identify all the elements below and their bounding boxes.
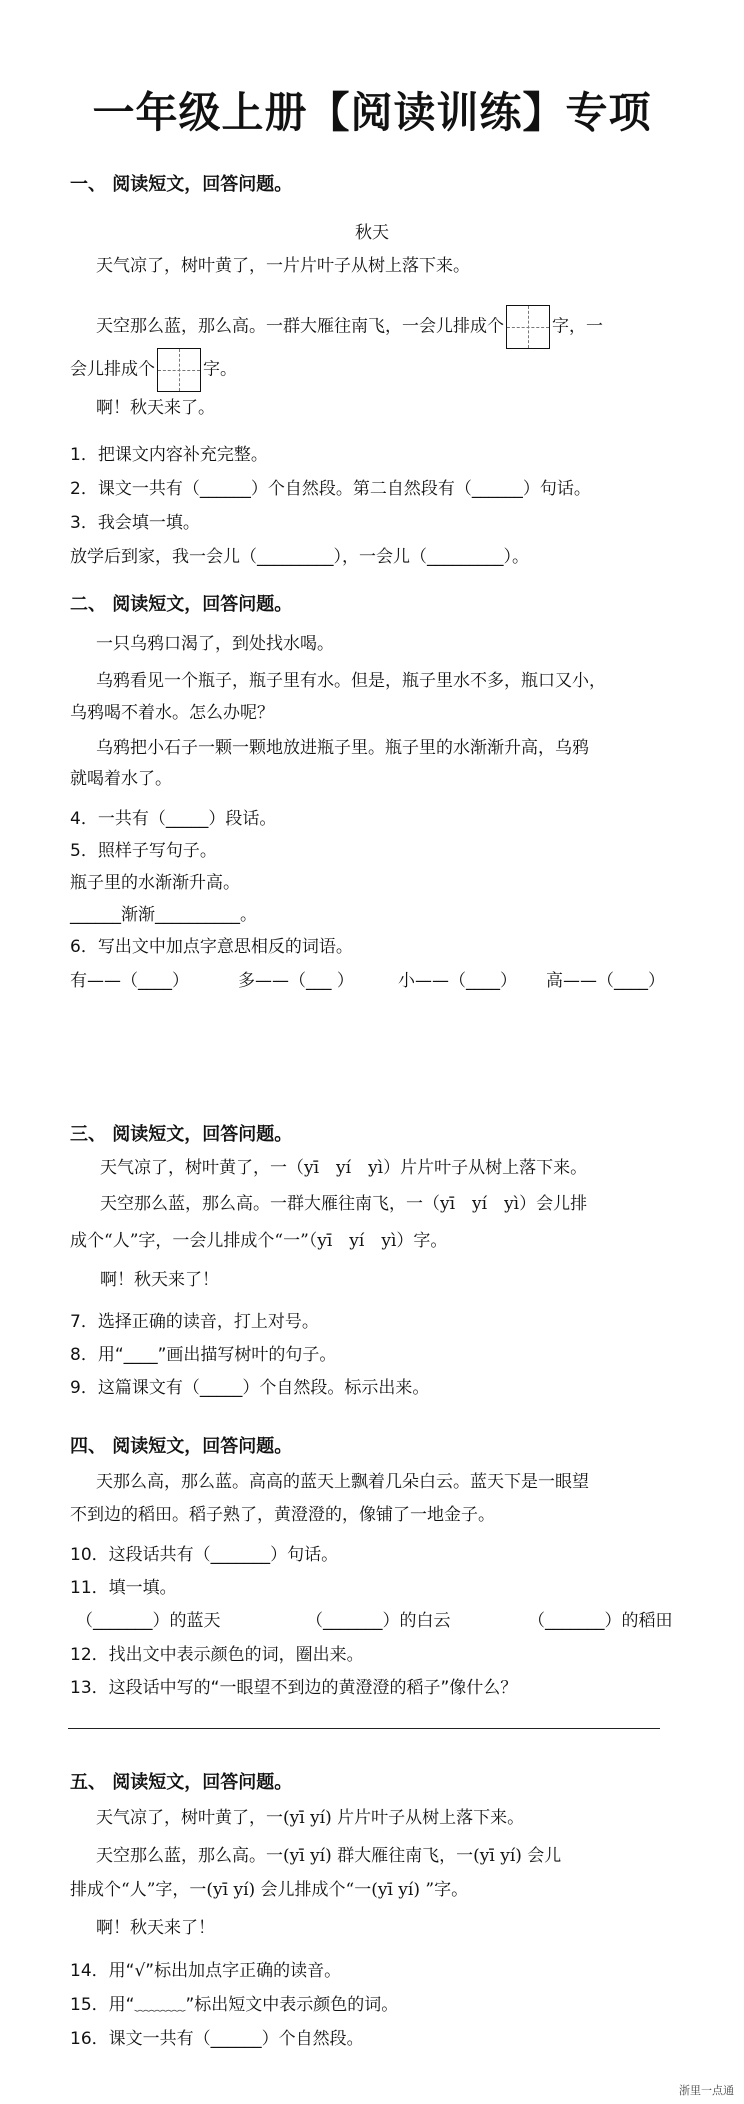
question-16: 16．课文一共有（______）个自然段。 <box>70 2029 364 2049</box>
s1-paragraph-1: 天气凉了，树叶黄了，一片片叶子从树上落下来。 <box>96 256 470 276</box>
tian-grid-box <box>506 305 550 349</box>
s3-paragraph-2b: 成个“人”字，一会儿排成个“一”（yī yí yì）字。 <box>70 1231 448 1251</box>
question-6: 6．写出文中加点字意思相反的词语。 <box>70 937 353 957</box>
s1-p2a-text: 天空那么蓝，那么高。一群大雁往南飞，一会儿排成个 <box>96 316 504 337</box>
question-10: 10．这段话共有（_______）句话。 <box>70 1545 339 1565</box>
question-11: 11．填一填。 <box>70 1578 177 1598</box>
s4-paragraph-1a: 天那么高，那么蓝。高高的蓝天上飘着几朵白云。蓝天下是一眼望 <box>96 1472 589 1492</box>
s2-paragraph-2a: 乌鸦看见一个瓶子，瓶子里有水。但是，瓶子里水不多，瓶口又小， <box>96 671 606 691</box>
s5-paragraph-2b: 排成个“人”字，一(yī yí) 会儿排成个“一(yī yí) ”字。 <box>70 1880 469 1900</box>
question-1: 1．把课文内容补充完整。 <box>70 445 268 465</box>
question-14: 14．用“√”标出加点字正确的读音。 <box>70 1961 342 1981</box>
question-3-fill: 放学后到家，我一会儿（_________），一会儿（_________）。 <box>70 547 529 567</box>
question-4: 4．一共有（_____）段话。 <box>70 809 277 829</box>
s5-paragraph-2a: 天空那么蓝，那么高。一(yī yí) 群大雁往南飞，一(yī yí) 会儿 <box>96 1846 562 1866</box>
section-5-heading: 五、 阅读短文，回答问题。 <box>70 1772 293 1793</box>
section-1-heading: 一、 阅读短文，回答问题。 <box>70 174 293 195</box>
s2-paragraph-3a: 乌鸦把小石子一颗一颗地放进瓶子里。瓶子里的水渐渐升高，乌鸦 <box>96 738 589 758</box>
question-7: 7．选择正确的读音，打上对号。 <box>70 1312 319 1332</box>
s1-paragraph-2b <box>70 348 237 392</box>
s3-paragraph-2a: 天空那么蓝，那么高。一群大雁往南飞，一（yī yí yì）会儿排 <box>100 1194 588 1214</box>
s3-paragraph-3: 啊！秋天来了！ <box>100 1270 219 1290</box>
s5-paragraph-1: 天气凉了，树叶黄了，一(yī yí) 片片叶子从树上落下来。 <box>96 1808 525 1828</box>
s3-paragraph-1: 天气凉了，树叶黄了，一（yī yí yì）片片叶子从树上落下来。 <box>100 1158 588 1178</box>
question-5-fill: ______渐渐__________。 <box>70 905 257 925</box>
section-2-heading: 二、 阅读短文，回答问题。 <box>70 594 293 615</box>
s1-p2b-text: 字，一 <box>552 316 603 337</box>
question-11-c: （_______）的稻田 <box>528 1611 673 1631</box>
question-6-a: 有——（____） <box>70 971 189 991</box>
question-11-a: （_______）的蓝天 <box>76 1611 221 1631</box>
page-title: 一年级上册【阅读训练】专项 <box>92 88 652 137</box>
s1-paragraph-3: 啊！秋天来了。 <box>96 398 215 418</box>
tian-grid-box <box>157 348 201 392</box>
question-3: 3．我会填一填。 <box>70 513 200 533</box>
s4-paragraph-1b: 不到边的稻田。稻子熟了，黄澄澄的，像铺了一地金子。 <box>70 1505 495 1525</box>
question-6-c: 小——（____） <box>398 971 517 991</box>
footer-watermark: 浙里一点通 <box>679 2084 734 2097</box>
question-5-example: 瓶子里的水渐渐升高。 <box>70 873 240 893</box>
answer-line <box>68 1728 660 1729</box>
question-5: 5．照样子写句子。 <box>70 841 217 861</box>
s1-paragraph-2a <box>96 305 603 349</box>
question-11-b: （_______）的白云 <box>306 1611 451 1631</box>
s2-paragraph-2b: 乌鸦喝不着水。怎么办呢？ <box>70 703 274 723</box>
question-8: 8．用“____”画出描写树叶的句子。 <box>70 1345 337 1365</box>
section-3-heading: 三、 阅读短文，回答问题。 <box>70 1124 293 1145</box>
question-13: 13．这段话中写的“一眼望不到边的黄澄澄的稻子”像什么？ <box>70 1678 518 1698</box>
section-4-heading: 四、 阅读短文，回答问题。 <box>70 1436 293 1457</box>
story-title: 秋天 <box>355 223 389 243</box>
question-9: 9．这篇课文有（_____）个自然段。标示出来。 <box>70 1378 430 1398</box>
s1-p2c-text: 会儿排成个 <box>70 359 155 380</box>
question-6-b: 多——（___ ） <box>238 971 354 991</box>
s2-paragraph-1: 一只乌鸦口渴了，到处找水喝。 <box>96 634 334 654</box>
question-15: 15．用“﹏﹏﹏”标出短文中表示颜色的词。 <box>70 1995 399 2015</box>
question-12: 12．找出文中表示颜色的词，圈出来。 <box>70 1645 364 1665</box>
s2-paragraph-3b: 就喝着水了。 <box>70 769 172 789</box>
s5-paragraph-3: 啊！秋天来了！ <box>96 1918 215 1938</box>
question-2: 2．课文一共有（______）个自然段。第二自然段有（______）句话。 <box>70 479 591 499</box>
question-6-d: 高——（____） <box>546 971 665 991</box>
s1-p2d-text: 字。 <box>203 359 237 380</box>
